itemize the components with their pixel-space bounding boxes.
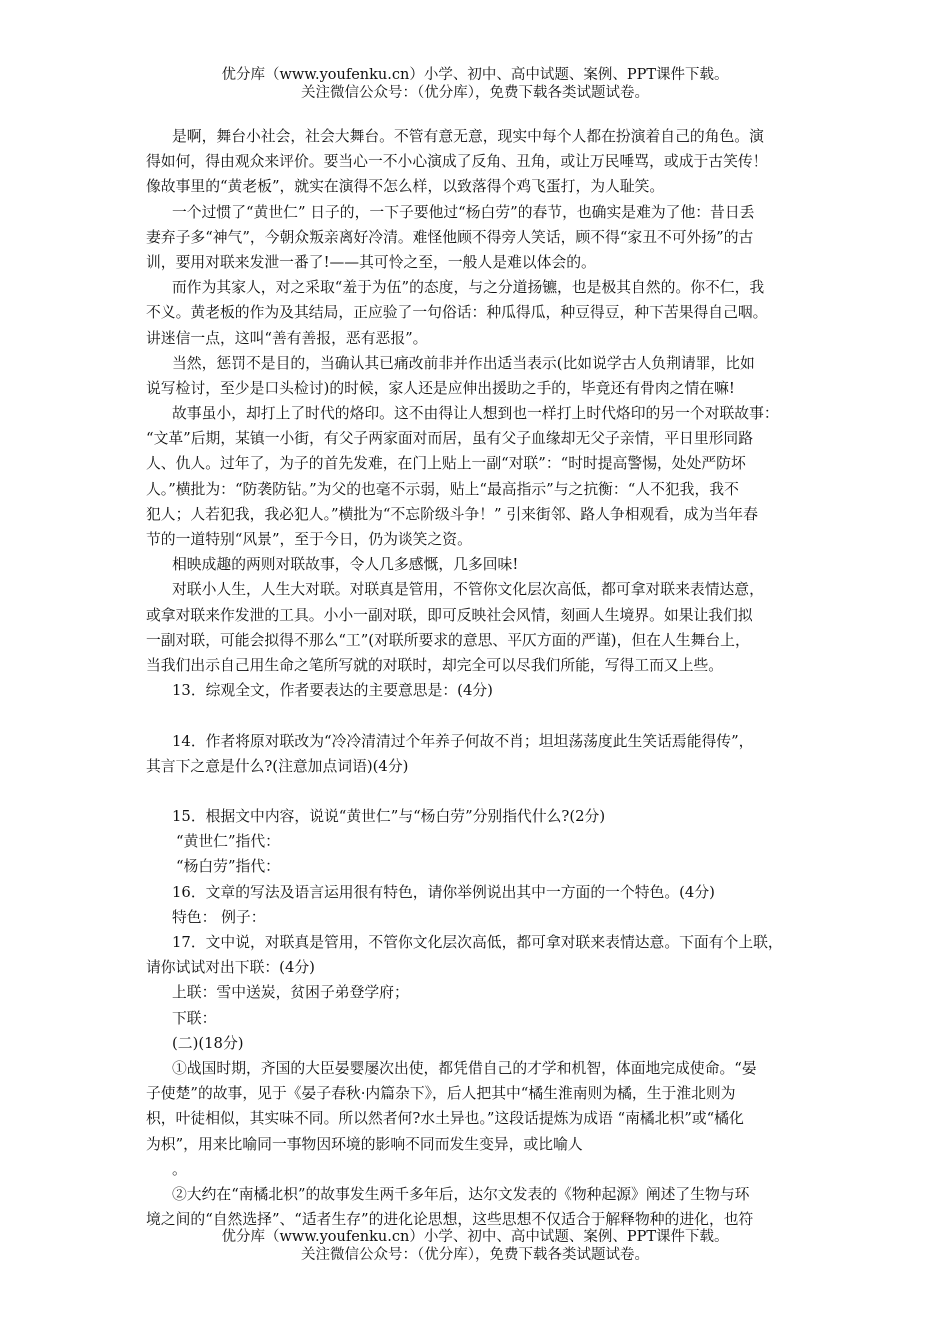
text-line: 不义。黄老板的作为及其结局，正应验了一句俗话：种瓜得瓜，种豆得豆，种下苦果得自己咽。 (146, 304, 768, 322)
text-line: 犯人；人若犯我，我必犯人。”横批为“不忘阶级斗争！” 引来街邻、路人争相观看，成为当年春 (146, 505, 758, 523)
text-line: 得如何，得由观众来评价。要当心一不小心演成了反角、丑角，或让万民唾骂，或成于古笑传！ (146, 153, 768, 171)
text-line: 节的一道特别“风景”，至于今日，仍为谈笑之资。 (146, 531, 472, 548)
page-header (0, 66, 950, 102)
text-line: 是啊，舞台小社会，社会大舞台。不管有意无意，现实中每个人都在扮演着自己的角色。演 (172, 128, 764, 145)
text-line: ①战国时期，齐国的大臣晏婴屡次出使，都凭借自己的才学和机智，体面地完成使命。“晏 (172, 1059, 757, 1077)
text-line: 或拿对联来作发泄的工具。小小一副对联，即可反映社会风情，刻画人生境界。如果让我们拟 (146, 606, 753, 624)
header-line-2: 关注微信公众号：（优分库），免费下载各类试题试卷。 (301, 85, 649, 101)
question-16: 16．文章的写法及语言运用很有特色，请你举例说出其中一方面的一个特色。(4分) (172, 883, 715, 901)
text-line: 而作为其家人，对之采取“羞于为伍”的态度，与之分道扬镳，也是极其自然的。你不仁，我 (172, 279, 765, 297)
text-line: 人。”横批为：“防袭防钻。”为父的也毫不示弱，贴上“最高指示”与之抗衡：“人不犯我，我不 (146, 480, 739, 498)
text-line: 子使楚”的故事，见于《晏子春秋·内篇杂下》，后人把其中“橘生淮南则为橘，生于淮北则为 (146, 1085, 736, 1103)
text-line: “文革”后期，某镇一小街，有父子两家面对而居，虽有父子血缘却无父子亲情，平日里形同路 (146, 430, 754, 448)
question-15-answer-b: “杨白劳”指代： (176, 858, 280, 876)
question-17-upper-couplet: 上联：雪中送炭，贫困子弟登学府； (172, 984, 409, 1002)
text-line: ②大约在“南橘北枳”的故事发生两千多年后，达尔文发表的《物种起源》阐述了生物与环 (172, 1185, 750, 1203)
text-line: 相映成趣的两则对联故事，令人几多感慨，几多回味! (172, 556, 519, 574)
header-line-1: 优分库（www.youfenku.cn）小学、初中、高中试题、案例、PPT课件下载。 (221, 67, 729, 83)
question-14: 14．作者将原对联改为“冷冷清清过个年养子何故不肖；坦坦荡荡度此生笑话焉能得传”， (172, 732, 754, 750)
text-line: 当我们出示自己用生命之笔所写就的对联时，却完全可以尽我们所能，写得工而又上些。 (146, 656, 724, 674)
question-16-answer: 特色： 例子： (172, 908, 266, 926)
text-line: 像故事里的“黄老板”，就实在演得不怎么样，以致落得个鸡飞蛋打，为人耻笑。 (146, 178, 665, 196)
text-line: 。 (172, 1160, 187, 1178)
text-line: 为枳”，用来比喻同一事物因环境的影响不同而发生变异，或比喻人 (146, 1135, 583, 1153)
page-footer (0, 1228, 950, 1264)
question-17-cont: 请你试试对出下联：(4分) (146, 959, 315, 977)
text-line: 训，要用对联来发泄一番了!——其可怜之至，一般人是难以体会的。 (146, 253, 596, 271)
text-line: 一副对联，可能会拟得不那么“工”(对联所要求的意思、平仄方面的严谨)，但在人生舞台上， (146, 631, 750, 649)
text-line: 说写检讨，至少是口头检讨)的时候，家人还是应伸出援助之手的，毕竟还有骨肉之情在嘛! (146, 379, 735, 397)
question-15-answer-a: “黄世仁”指代： (176, 833, 280, 851)
text-line: 人、仇人。过年了，为子的首先发难，在门上贴上一副“对联”：“时时提高警惕，处处严防坏 (146, 455, 746, 473)
text-line: 境之间的“自然选择”、“适者生存”的进化论思想，这些思想不仅适合于解释物种的进化，也符 (146, 1211, 754, 1229)
document-body (146, 124, 826, 1232)
footer-line-1: 优分库（www.youfenku.cn）小学、初中、高中试题、案例、PPT课件下载。 (221, 1229, 729, 1245)
text-line: 当然，惩罚不是目的，当确认其已痛改前非并作出适当表示(比如说学古人负荆请罪，比如 (172, 354, 755, 372)
section-heading: (二)(18分) (172, 1034, 244, 1052)
text-line: 枳，叶徒相似，其实味不同。所以然者何?水土异也。”这段话提炼为成语 “南橘北枳”或“橘化 (146, 1110, 744, 1128)
question-15: 15．根据文中内容，说说“黄世仁”与“杨白劳”分别指代什么?(2分) (172, 808, 606, 826)
question-13: 13．综观全文，作者要表达的主要意思是：(4分) (172, 682, 493, 700)
question-14-cont: 其言下之意是什么?(注意加点词语)(4分) (146, 757, 409, 775)
footer-line-2: 关注微信公众号：（优分库），免费下载各类试题试卷。 (301, 1247, 649, 1263)
text-line: 对联小人生，人生大对联。对联真是管用，不管你文化层次高低，都可拿对联来表情达意， (172, 581, 764, 599)
text-line: 故事虽小，却打上了时代的烙印。这不由得让人想到也一样打上时代烙印的另一个对联故事： (172, 405, 779, 423)
text-line: 一个过惯了“黄世仁” 日子的，一下子要他过“杨白劳”的春节，也确实是难为了他：昔日丢 (172, 203, 755, 221)
question-17-lower-couplet: 下联： (172, 1009, 217, 1027)
answer-space (146, 703, 826, 728)
answer-space (146, 779, 826, 804)
text-line: 妻弃子多“神气”，今朝众叛亲离好冷清。难怪他顾不得旁人笑话，顾不得“家丑不可外扬”的古 (146, 228, 754, 246)
text-line: 讲迷信一点，这叫“善有善报，恶有恶报”。 (146, 329, 428, 347)
question-17: 17．文中说，对联真是管用，不管你文化层次高低，都可拿对联来表情达意。下面有个上联， (172, 934, 783, 951)
